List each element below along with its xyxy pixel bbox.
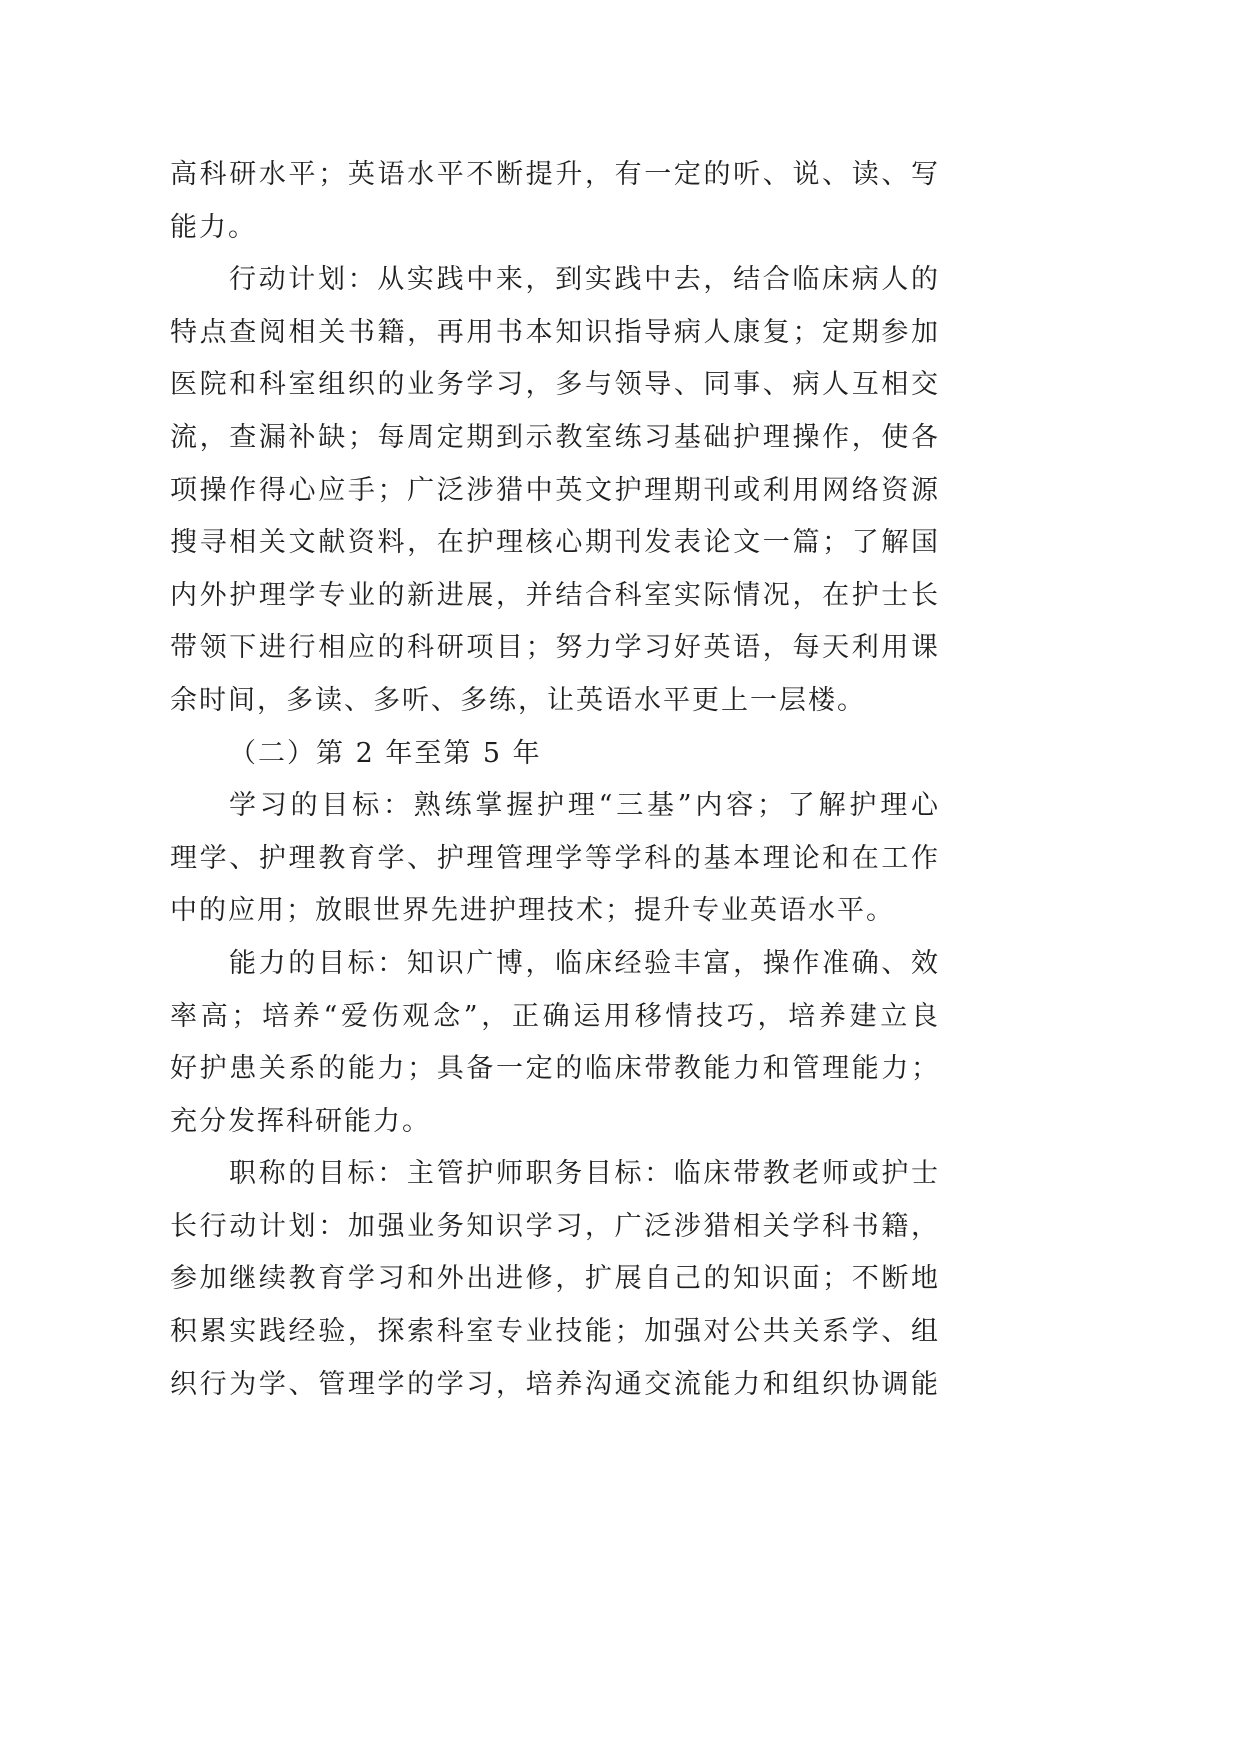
text-line: 搜寻相关文献资料，在护理核心期刊发表论文一篇；了解国 bbox=[170, 527, 940, 559]
text-line: 织行为学、管理学的学习，培养沟通交流能力和组织协调能 bbox=[170, 1368, 940, 1400]
text-line: 内外护理学专业的新进展，并结合科室实际情况，在护士长 bbox=[170, 579, 940, 611]
title-goals-paragraph bbox=[170, 1148, 940, 1411]
text-line: 参加继续教育学习和外出进修，扩展自己的知识面；不断地 bbox=[170, 1263, 940, 1295]
text-line: 项操作得心应手；广泛涉猎中英文护理期刊或利用网络资源 bbox=[170, 474, 940, 506]
text-line: 理学、护理教育学、护理管理学等学科的基本理论和在工作 bbox=[170, 842, 940, 874]
text-line: 中的应用；放眼世界先进护理技术；提升专业英语水平。 bbox=[170, 895, 895, 927]
text-line: 行动计划：从实践中来，到实践中去，结合临床病人的 bbox=[229, 264, 940, 296]
text-line: 充分发挥科研能力。 bbox=[170, 1105, 431, 1137]
text-line: 长行动计划：加强业务知识学习，广泛涉猎相关学科书籍， bbox=[170, 1210, 940, 1242]
action-plan-paragraph bbox=[170, 254, 940, 727]
text-line: 职称的目标：主管护师职务目标：临床带教老师或护士 bbox=[229, 1158, 940, 1190]
text-line: 积累实践经验，探索科室专业技能；加强对公共关系学、组 bbox=[170, 1316, 940, 1348]
text-line: 医院和科室组织的业务学习，多与领导、同事、病人互相交 bbox=[170, 369, 940, 401]
text-line: 带领下进行相应的科研项目；努力学习好英语，每天利用课 bbox=[170, 632, 940, 664]
text-line: 好护患关系的能力；具备一定的临床带教能力和管理能力； bbox=[170, 1053, 940, 1085]
learning-goals-paragraph bbox=[170, 780, 940, 938]
text-line: 特点查阅相关书籍，再用书本知识指导病人康复；定期参加 bbox=[170, 316, 940, 348]
text-line: 率高；培养“爱伤观念”，正确运用移情技巧，培养建立良 bbox=[170, 1000, 940, 1032]
text-line: 流，查漏补缺；每周定期到示教室练习基础护理操作，使各 bbox=[170, 421, 940, 453]
text-line: 能力。 bbox=[170, 211, 257, 243]
text-line: 高科研水平；英语水平不断提升，有一定的听、说、读、写 bbox=[170, 159, 940, 190]
text-line: 余时间，多读、多听、多练，让英语水平更上一层楼。 bbox=[170, 684, 866, 716]
text-line: 能力的目标：知识广博，临床经验丰富，操作准确、效 bbox=[229, 947, 940, 979]
section-heading: （二）第 2 年至第 5 年 bbox=[229, 737, 542, 769]
ability-goals-paragraph bbox=[170, 938, 940, 1148]
text-line: 学习的目标：熟练掌握护理“三基”内容；了解护理心 bbox=[229, 790, 940, 822]
document-body bbox=[170, 149, 940, 1411]
continued-paragraph bbox=[170, 149, 940, 254]
